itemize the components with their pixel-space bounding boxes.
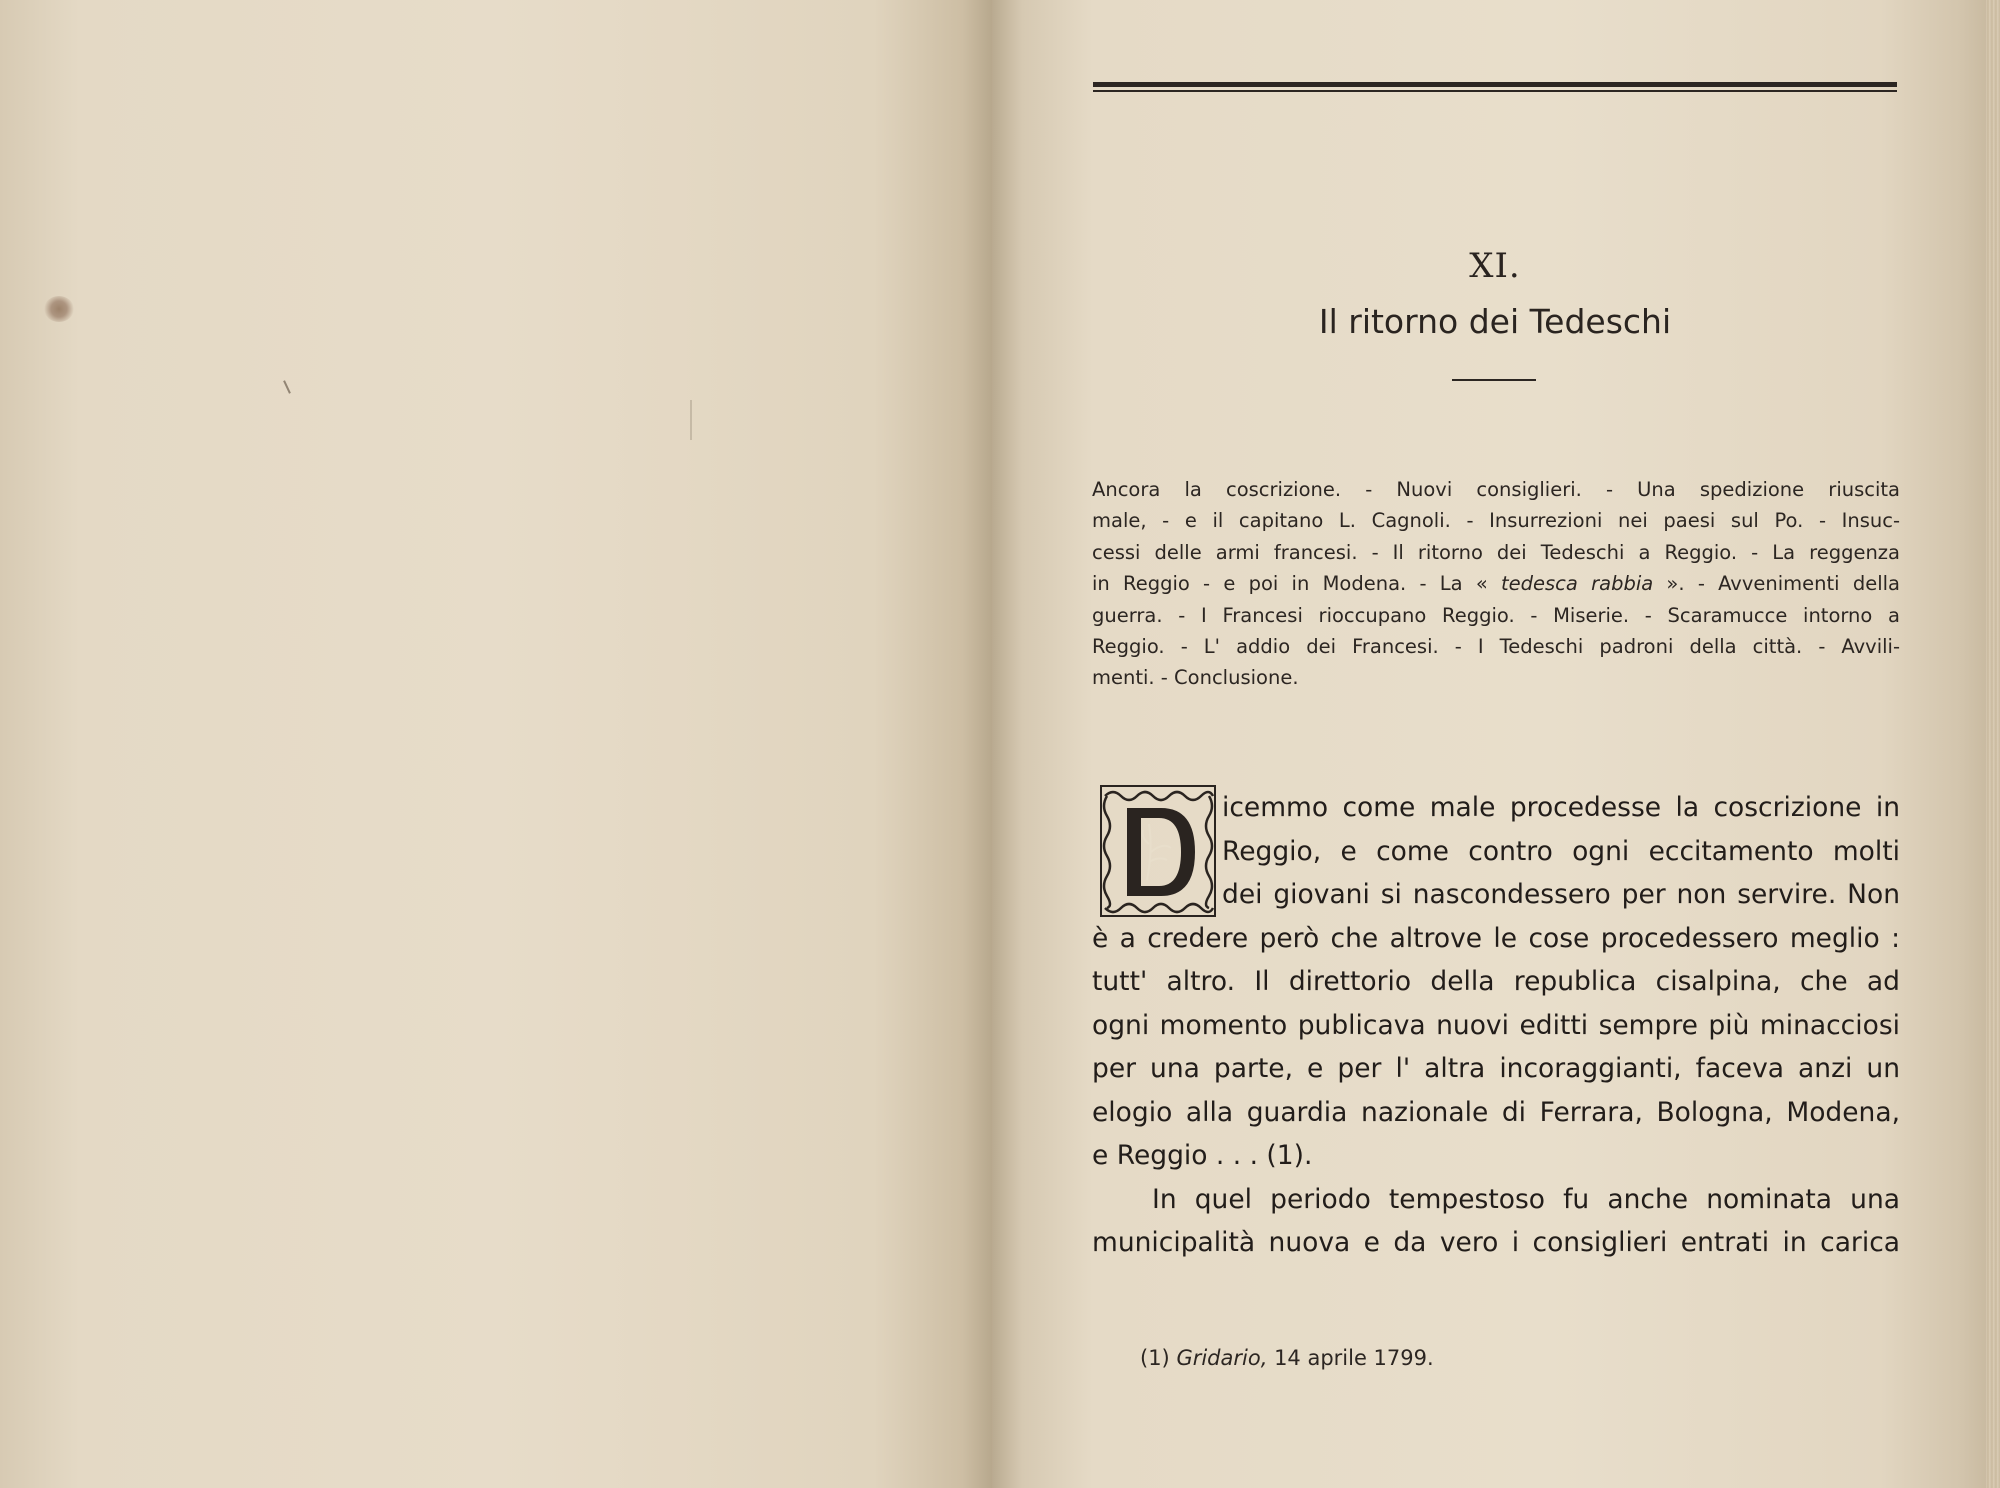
body-line: Reggio, e come contro ogni eccitamento molti (1222, 835, 1900, 867)
body-line: tutt' altro. Il direttorio della republica cisalpina, che ad (1092, 966, 1900, 997)
right-page (992, 0, 2000, 1488)
paper-mark (283, 380, 291, 394)
left-page-blank (0, 0, 992, 1488)
title-separator-rule (1452, 379, 1536, 381)
paper-stain (44, 296, 74, 322)
drop-cap-letter: D (1097, 782, 1098, 783)
body-line: per una parte, e per l' altra incoraggianti, faceva anzi un (1092, 1053, 1900, 1084)
summary-line: male, - e il capitano L. Cagnoli. - Insurrezioni nei paesi sul Po. - Insuc- (1092, 509, 1900, 533)
page-edge (1986, 0, 2000, 1488)
body-line: e Reggio . . . (1). (1092, 1140, 1313, 1171)
body-line: municipalità nuova e da vero i consiglieri entrati in carica (1092, 1227, 1900, 1258)
summary-line: menti. - Conclusione. (1092, 666, 1299, 690)
summary-line: in Reggio - e poi in Modena. - La « tedesca rabbia ». - Avvenimenti della (1092, 572, 1900, 596)
footnote (1140, 1346, 1740, 1370)
summary-line: cessi delle armi francesi. - Il ritorno dei Tedeschi a Reggio. - La reggenza (1092, 540, 1900, 564)
body-line: In quel periodo tempestoso fu anche nominata una (1152, 1183, 1900, 1215)
chapter-summary (1092, 474, 1900, 694)
footnote-date: 14 aprile 1799. (1274, 1346, 1434, 1370)
summary-line: guerra. - I Francesi rioccupano Reggio. - Miserie. - Scaramucce intorno a (1092, 603, 1900, 627)
footnote-source: Gridario, (1176, 1346, 1268, 1370)
body-line: ogni momento publicava nuovi editti sempre più minacciosi (1092, 1009, 1900, 1041)
body-line: è a credere però che altrove le cose procedessero meglio : (1092, 922, 1900, 954)
body-line: elogio alla guardia nazionale di Ferrara, Bologna, Modena, (1092, 1096, 1900, 1128)
chapter-title: Il ritorno dei Tedeschi (1318, 302, 1672, 341)
footnote-marker: (1) (1140, 1346, 1170, 1370)
header-double-rule (1093, 82, 1897, 92)
summary-line: Ancora la coscrizione. - Nuovi consiglieri. - Una spedizione riuscita (1092, 478, 1900, 501)
summary-line: Reggio. - L' addio dei Francesi. - I Tedeschi padroni della città. - Avvili- (1092, 635, 1900, 659)
paper-mark (690, 400, 692, 440)
body-line: dei giovani si nascondessero per non servire. Non (1222, 879, 1900, 910)
body-text (1092, 786, 1900, 1265)
chapter-number: XI. (1469, 246, 1521, 286)
body-line: icemmo come male procedesse la coscrizione in (1222, 792, 1900, 823)
